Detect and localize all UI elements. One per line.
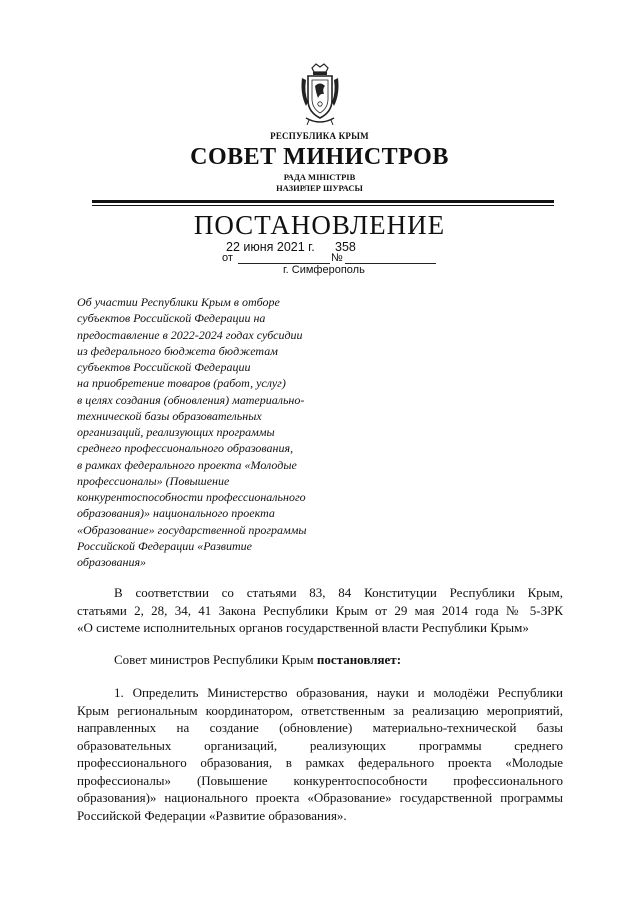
item-1-line: 1. Определить Министерство образования, науки и молодёжи Республики	[114, 685, 563, 700]
item-1-line: Российской Федерации «Развитие образования».	[77, 807, 347, 823]
preamble-line: «О системе исполнительных органов государственной власти Республики Крым»	[77, 620, 529, 635]
date-label: от	[222, 252, 233, 264]
subject-line: в целях создания (обновления) материально-	[77, 392, 305, 407]
subject-line: конкурентоспособности профессионального	[77, 490, 306, 504]
subject-line: «Образование» государственной программы	[77, 522, 307, 537]
subject-line: предоставление в 2022-2024 годах субсидии	[77, 327, 303, 342]
subject-line: Российской Федерации «Развитие	[77, 538, 253, 553]
item-1-line: образовательных организаций, реализующих программы среднего	[77, 737, 563, 753]
item-1-line: профессионального образования, в рамках федерального проекта «Молодые	[77, 755, 563, 770]
document-date: 22 июня 2021 г.	[226, 240, 315, 254]
preamble-line: статьями 2, 28, 34, 41 Закона Республики Крым от 29 мая 2014 года № 5-ЗРК	[77, 602, 563, 618]
subject-line: субъектов Российской Федерации	[77, 360, 251, 374]
subject-line: субъектов Российской Федерации на	[77, 311, 266, 326]
council-title-ukrainian: РАДА МІНІСТРІВ	[283, 172, 356, 182]
item-1-line: образования)» национального проекта «Образование» государственной программы	[77, 790, 563, 805]
header-rule-thick	[92, 200, 554, 203]
preamble-paragraph	[77, 584, 563, 637]
subject-line: из федерального бюджета бюджетам	[77, 343, 278, 358]
document-number: 358	[335, 240, 356, 254]
item-1-line: Крым региональным координатором, ответственным за реализацию мероприятий,	[77, 702, 563, 718]
subject-line: на приобретение товаров (работ, услуг)	[77, 376, 286, 391]
subject-line: в рамках федерального проекта «Молодые	[77, 457, 297, 472]
crimea-coat-of-arms-icon	[298, 62, 342, 128]
republic-name: РЕСПУБЛИКА КРЫМ	[270, 131, 369, 141]
document-subject	[77, 294, 377, 570]
subject-line: профессионалы» (Повышение	[77, 473, 230, 488]
subject-line: образования»	[77, 555, 147, 569]
item-1-line: направленных на создание (обновление) материально-технической базы	[77, 720, 563, 735]
council-title-crimean-tatar: НАЗИРЛЕР ШУРАСЫ	[276, 183, 363, 193]
subject-line: организаций, реализующих программы	[77, 425, 275, 439]
resolves-line	[114, 651, 600, 669]
preamble-line: В соответствии со статьями 83, 84 Конституции Республики Крым,	[114, 585, 563, 600]
header-rule-thin	[92, 205, 554, 206]
subject-line: образования)» национального проекта	[77, 506, 275, 521]
resolves-verb: постановляет:	[316, 652, 402, 667]
document-city: г. Симферополь	[283, 264, 365, 276]
item-1-paragraph	[77, 684, 563, 824]
subject-line: Об участии Республики Крым в отборе	[77, 295, 280, 309]
subject-line: среднего профессионального образования,	[77, 441, 294, 456]
council-title: СОВЕТ МИНИСТРОВ	[190, 144, 449, 170]
subject-line: технической базы образовательных	[77, 408, 262, 423]
item-1-line: профессионалы» (Повышение конкурентоспособности профессионального	[77, 772, 563, 788]
resolves-lead: Совет министров Республики Крым	[114, 652, 317, 667]
number-label: №	[331, 252, 343, 264]
document-type: ПОСТАНОВЛЕНИЕ	[193, 210, 446, 240]
